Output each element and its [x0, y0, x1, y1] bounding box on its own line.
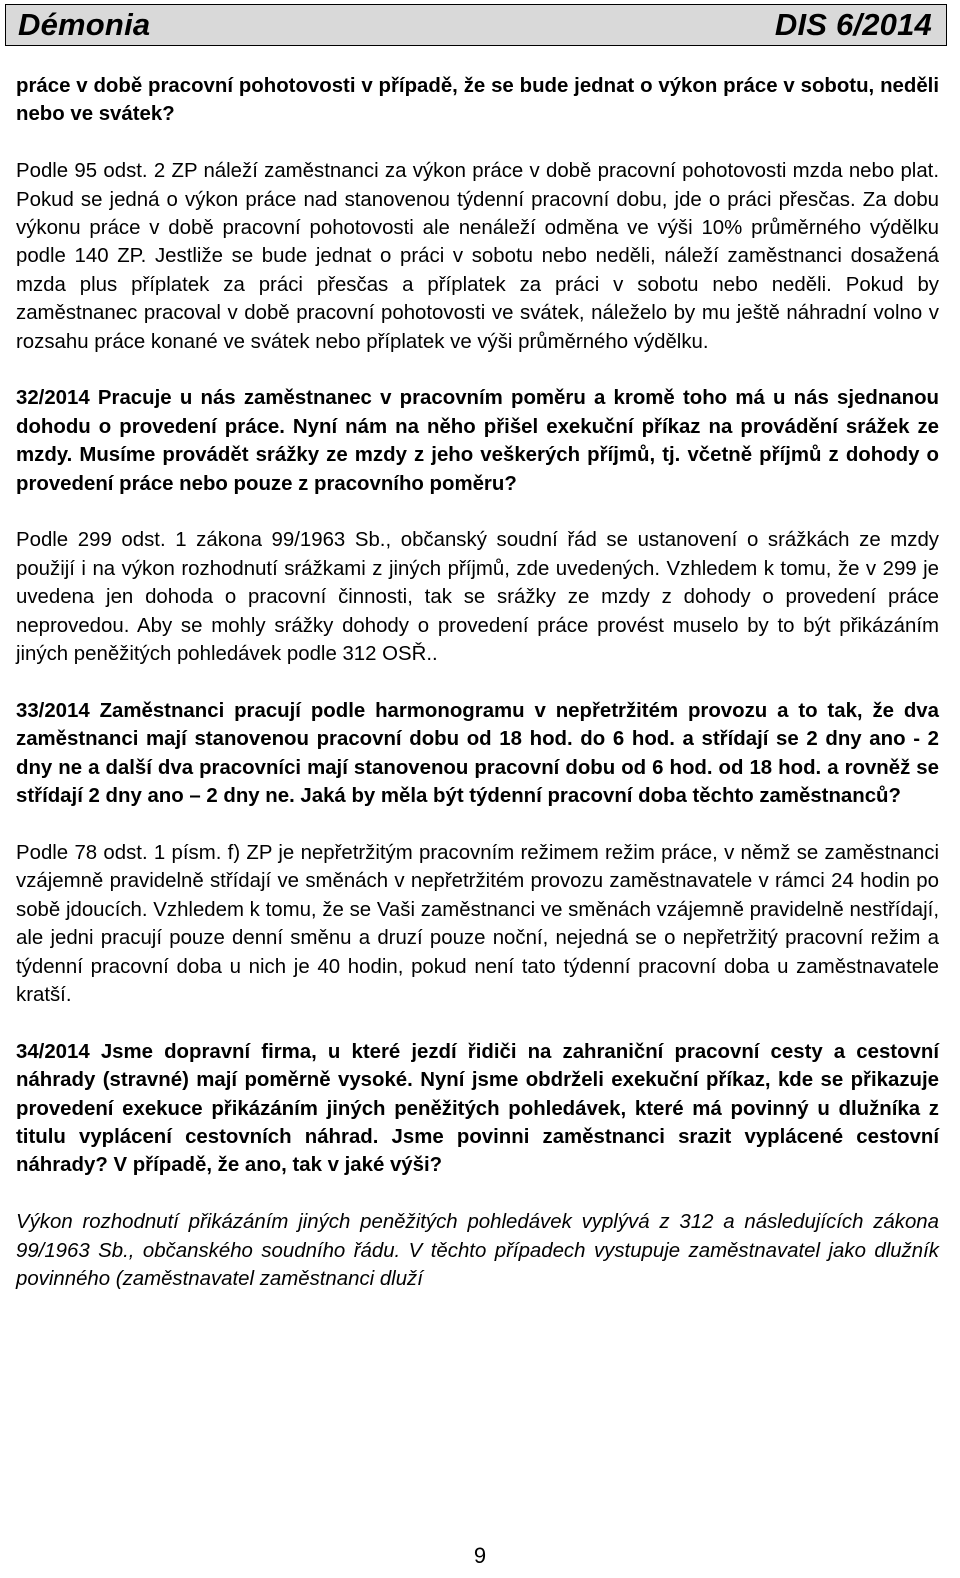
header-issue: DIS 6/2014: [774, 7, 932, 42]
question-34-2014: 34/2014 Jsme dopravní firma, u které jezdí řidiči na zahraniční pracovní cesty a cestovní náhrady (stravné) mají poměrně vysoké. Nyní jsme obdrželi exekuční příkaz, kde se přikazuje provedení exekuce přikázáním jiných peněžitých pohledávek, které má povinný u dlužníka z titulu vyplácení cestovních náhrad. Jsme povinni zaměstnanci srazit vyplácené cestovní náhrady? V případě, že ano, tak v jaké výši?: [16, 1040, 939, 1177]
document-body: [16, 72, 939, 1293]
answer-34-2014: Výkon rozhodnutí přikázáním jiných peněžitých pohledávek vyplývá z 312 a následujících zákona 99/1963 Sb., občanského soudního řádu. V těchto případech vystupuje zaměstnavatel jako dlužník povinného (zaměstnavatel zaměstnanci dluží: [16, 1211, 939, 1290]
answer-paragraph: Podle 95 odst. 2 ZP náleží zaměstnanci za výkon práce v době pracovní pohotovosti mzda nebo plat. Pokud se jedná o výkon práce nad stanovenou týdenní pracovní dobu, jde o práci přesčas. Za dobu výkonu práce v době pracovní pohotovosti ale nenáleží odměna ve výši 10% průměrného výdělku podle 140 ZP. Jestliže se bude jednat o práci v sobotu nebo neděli, náleží zaměstnanci dosažená mzda plus příplatek za práci přesčas a příplatek za práci v sobotu nebo neděli. Pokud by zaměstnanec pracoval v době pracovní pohotovosti ve svátek, náleželo by mu ještě náhradní volno v rozsahu práce konané ve svátek nebo příplatek ve výši průměrného výdělku.: [16, 160, 939, 353]
question-33-2014: 33/2014 Zaměstnanci pracují podle harmonogramu v nepřetržitém provozu a to tak, že dva zaměstnanci mají stanovenou pracovní dobu od 18 hod. do 6 hod. a střídají se 2 dny ano - 2 dny ne a další dva pracovníci mají stanovenou pracovní dobu od 6 hod. od 18 hod. a rovněž se střídají 2 dny ano – 2 dny ne. Jaká by měla být týdenní pracovní doba těchto zaměstnanců?: [16, 699, 939, 808]
answer-32-2014: Podle 299 odst. 1 zákona 99/1963 Sb., občanský soudní řád se ustanovení o srážkách ze mzdy použijí i na výkon rozhodnutí srážkami z jiných příjmů, zde uvedených. Vzhledem k tomu, že v 299 je uvedena jen dohoda o pracovní činnosti, tak se srážky ze mzdy z dohody o provedení práce neprovedou. Aby se mohly srážky dohody o provedení práce provést muselo by to být přikázáním jiných peněžitých pohledávek podle 312 OSŘ..: [16, 529, 939, 666]
question-continuation: práce v době pracovní pohotovosti v případě, že se bude jednat o výkon práce v sobotu, neděli nebo ve svátek?: [16, 75, 939, 126]
header-title: Démonia: [18, 7, 151, 42]
answer-33-2014: Podle 78 odst. 1 písm. f) ZP je nepřetržitým pracovním režimem režim práce, v němž se zaměstnanci vzájemně pravidelně střídají ve směnách v nepřetržitém provozu zaměstnavatele v rámci 24 hodin po sobě jdoucích. Vzhledem k tomu, že se Vaši zaměstnanci ve směnách vzájemně pravidelně nestřídají, ale jedni pracují pouze denní směnu a druzí pouze noční, nejedná se o nepřetržitý pracovní režim a týdenní pracovní doba u nich je 40 hodin, pokud není tato týdenní pracovní doba u zaměstnavatele kratší.: [16, 841, 939, 1006]
question-32-2014: 32/2014 Pracuje u nás zaměstnanec v pracovním poměru a kromě toho má u nás sjednanou dohodu o provedení práce. Nyní nám na něho přišel exekuční příkaz na provádění srážek ze mzdy. Musíme provádět srážky ze mzdy z jeho veškerých příjmů, tj. včetně příjmů z dohody o provedení práce nebo pouze z pracovního poměru?: [16, 387, 939, 495]
page-header: [5, 4, 947, 46]
page-number: 9: [473, 1543, 487, 1568]
